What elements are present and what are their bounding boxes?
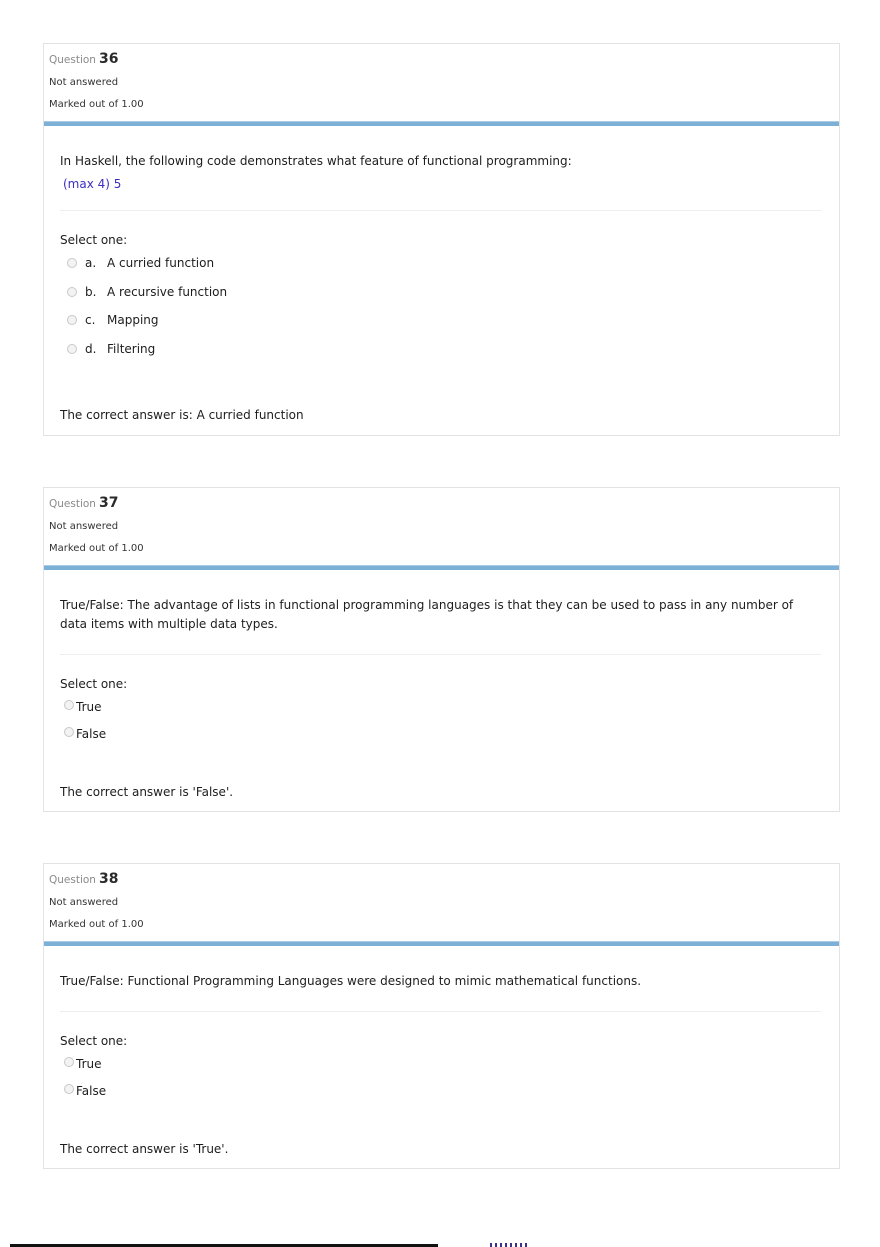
question-38-card	[43, 863, 840, 1169]
option-label: A recursive function	[107, 284, 228, 299]
question-label: Question	[49, 498, 96, 510]
option-label: True	[76, 699, 102, 714]
question-label: Question	[49, 874, 96, 886]
option-b[interactable]	[67, 278, 823, 307]
select-one-prompt: Select one:	[60, 677, 128, 691]
option-label: True	[76, 1056, 102, 1071]
radio-button[interactable]	[67, 287, 77, 297]
option-false[interactable]	[60, 1077, 823, 1104]
question-divider-bar	[44, 941, 839, 946]
question-number: 38	[98, 871, 119, 887]
question-number: 37	[98, 495, 119, 511]
option-c[interactable]	[67, 306, 823, 335]
question-label: Question	[49, 54, 96, 66]
question-text: True/False: Functional Programming Languages were designed to mimic mathematical functions.	[60, 974, 642, 988]
question-grade: Marked out of 1.00	[49, 919, 144, 930]
radio-button[interactable]	[64, 727, 74, 737]
divider	[60, 654, 821, 655]
question-divider-bar	[44, 121, 839, 126]
option-false[interactable]	[60, 720, 823, 747]
radio-button[interactable]	[64, 1084, 74, 1094]
question-grade: Marked out of 1.00	[49, 543, 144, 554]
option-letter: d.	[85, 341, 97, 356]
question-36-card	[43, 43, 840, 436]
question-text: In Haskell, the following code demonstrates what feature of functional programming:	[60, 154, 572, 168]
radio-button[interactable]	[64, 700, 74, 710]
question-code: (max 4) 5	[63, 177, 122, 191]
question-37-card	[43, 487, 840, 812]
radio-button[interactable]	[67, 344, 77, 354]
question-number: 36	[98, 51, 119, 67]
select-one-prompt: Select one:	[60, 1034, 128, 1048]
question-text: True/False: The advantage of lists in functional programming languages is that they can be used to pass in any number of data items with multiple data types.	[60, 598, 794, 631]
radio-button[interactable]	[64, 1057, 74, 1067]
radio-button[interactable]	[67, 315, 77, 325]
select-one-prompt: Select one:	[60, 233, 128, 247]
question-state: Not answered	[49, 521, 119, 532]
option-label: False	[76, 1083, 107, 1098]
question-content	[44, 972, 839, 1156]
question-state: Not answered	[49, 897, 119, 908]
option-true[interactable]	[60, 693, 823, 720]
question-divider-bar	[44, 565, 839, 570]
option-label: Filtering	[107, 341, 156, 356]
question-content	[44, 596, 839, 799]
correct-answer: The correct answer is 'True'.	[60, 1142, 229, 1156]
question-info	[44, 488, 839, 565]
question-info	[44, 44, 839, 121]
option-letter: b.	[85, 284, 97, 299]
radio-button[interactable]	[67, 258, 77, 268]
question-content	[44, 152, 839, 422]
option-label: False	[76, 726, 107, 741]
option-letter: a.	[85, 256, 97, 271]
option-a[interactable]	[67, 249, 823, 278]
option-label: A curried function	[107, 256, 215, 271]
option-label: Mapping	[107, 313, 159, 328]
question-info	[44, 864, 839, 941]
option-d[interactable]	[67, 335, 823, 364]
question-grade: Marked out of 1.00	[49, 99, 144, 110]
correct-answer: The correct answer is 'False'.	[60, 785, 234, 799]
question-state: Not answered	[49, 77, 119, 88]
divider	[60, 210, 821, 211]
divider	[60, 1011, 821, 1012]
option-true[interactable]	[60, 1050, 823, 1077]
option-letter: c.	[85, 313, 96, 328]
page-cutoff-marks	[490, 1243, 530, 1247]
correct-answer: The correct answer is: A curried function	[60, 408, 304, 422]
